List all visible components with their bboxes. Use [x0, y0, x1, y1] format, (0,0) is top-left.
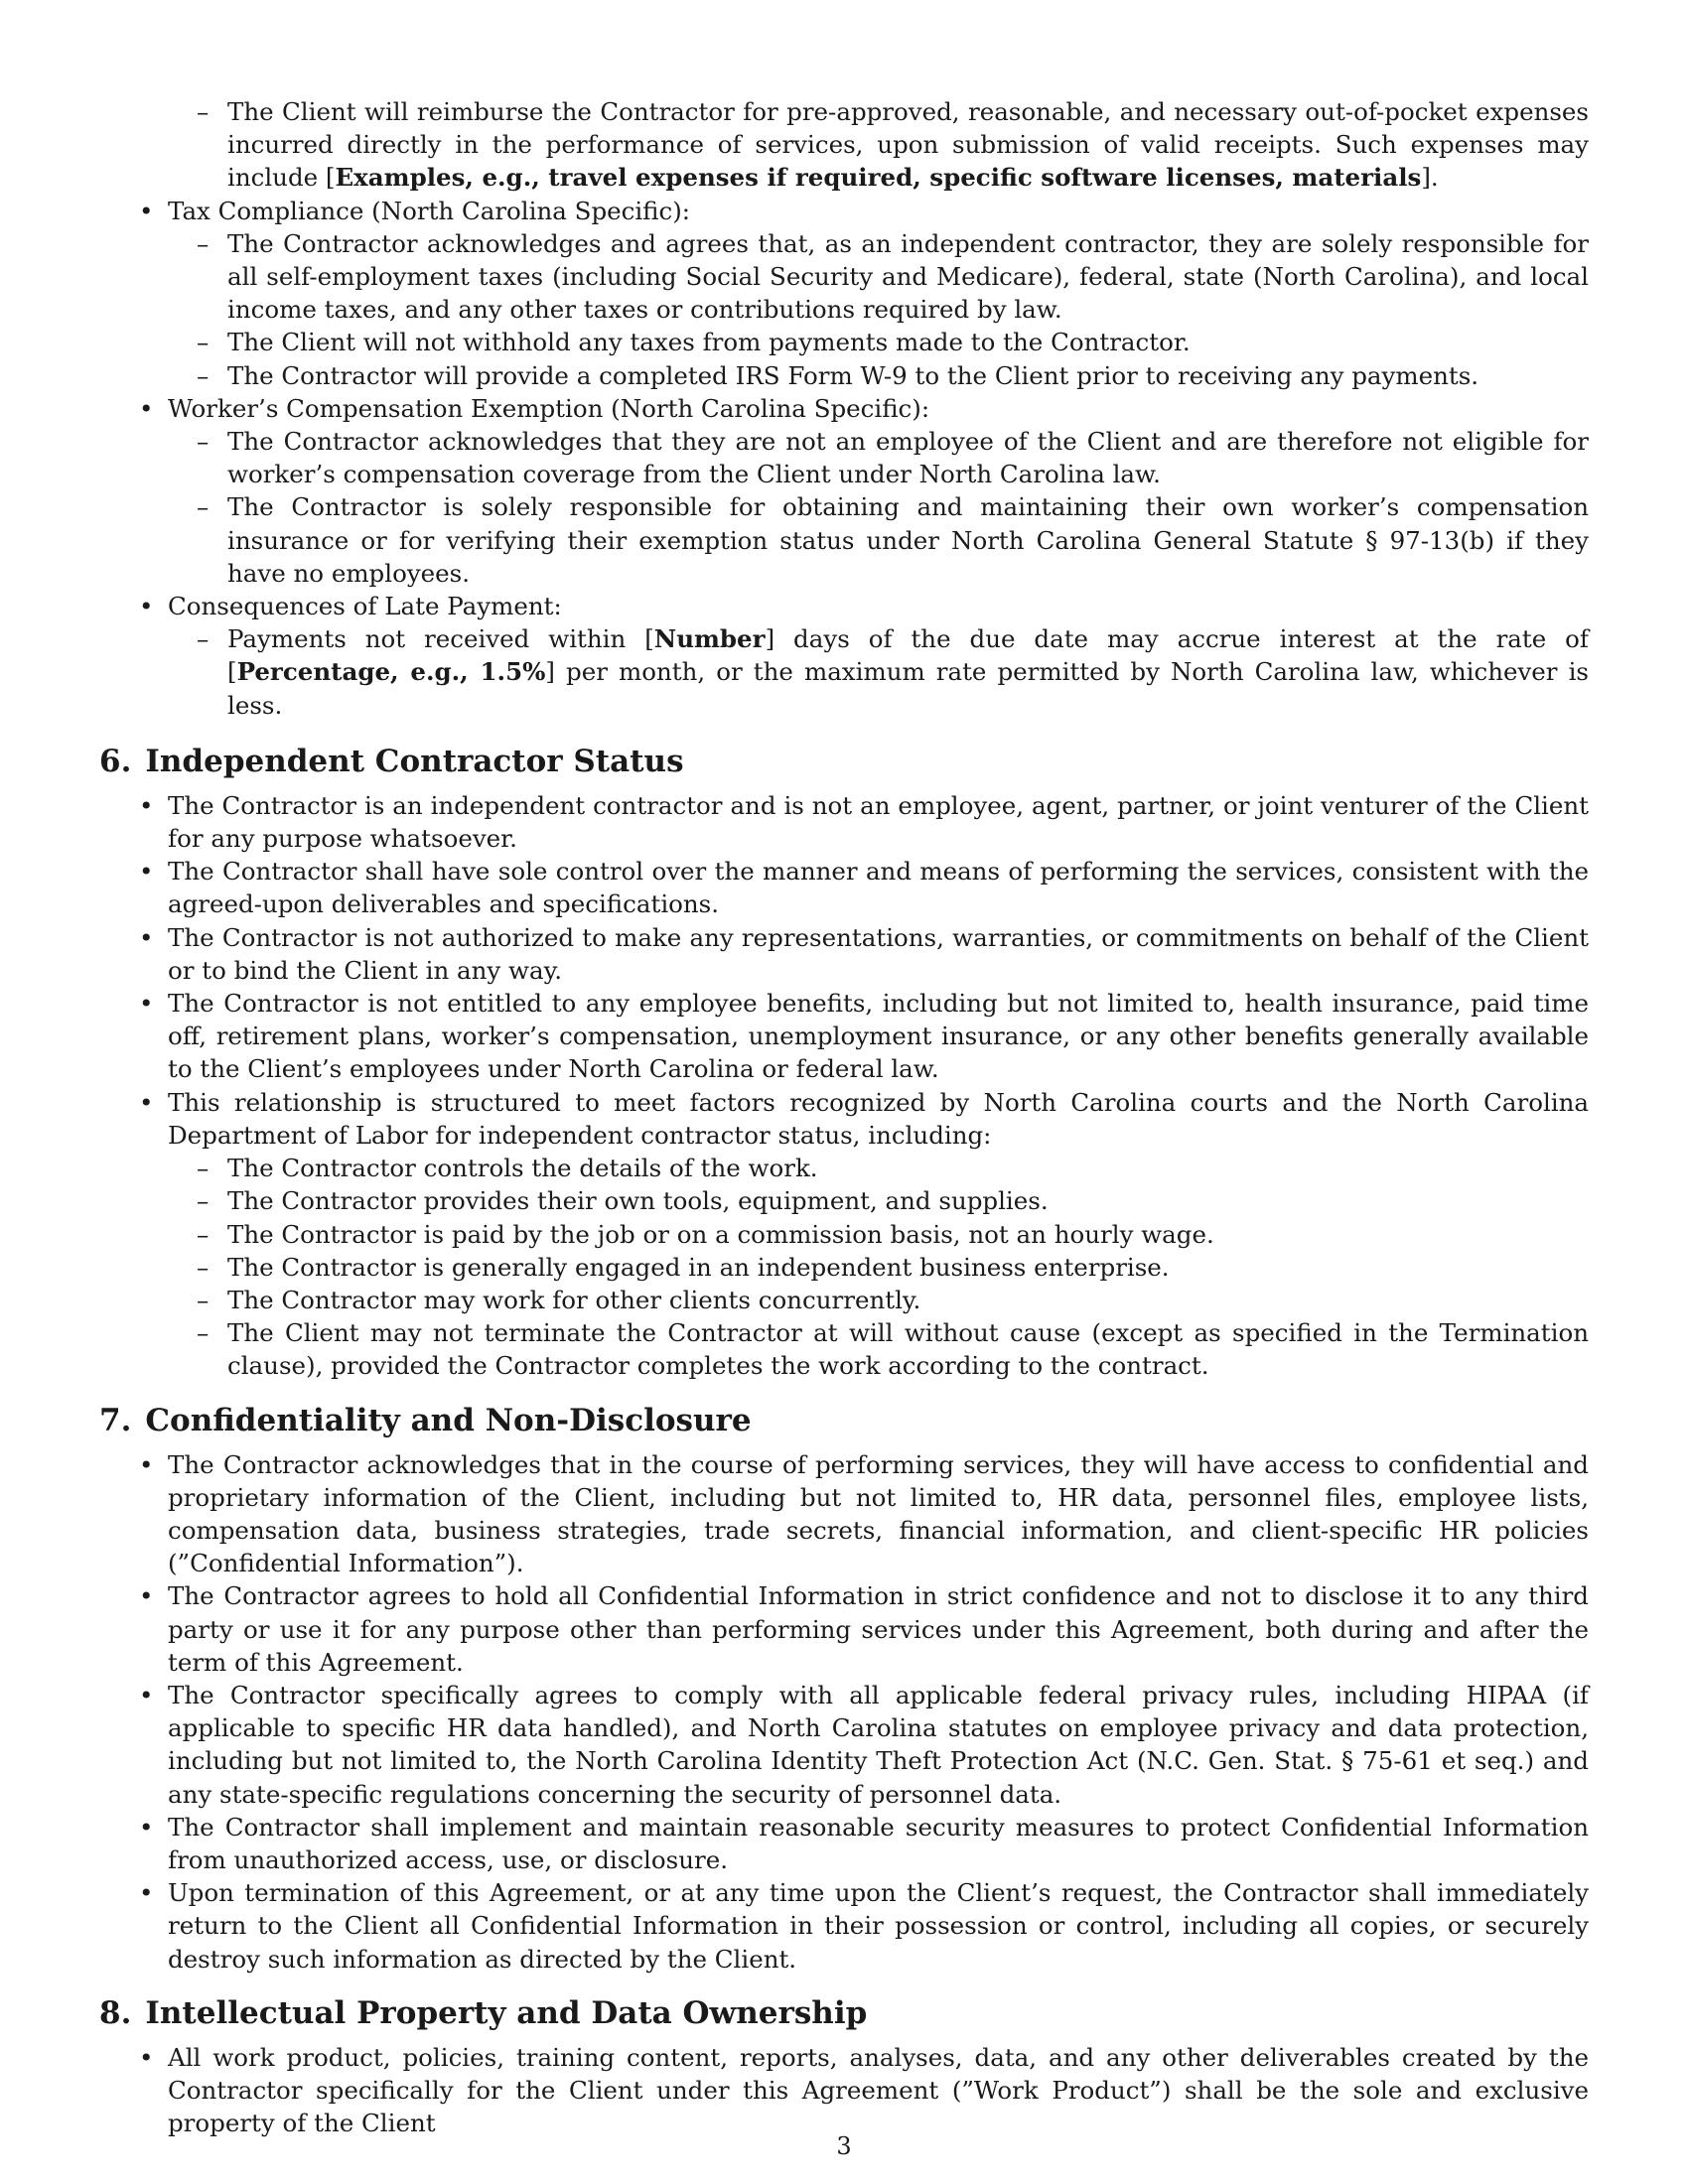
item-text: The Client will reimburse the Contractor for pre-approved, reasonable, and necessary out-of-pocket expenses incurred directly in the performance of services, upon submission of valid receipts. Such expenses may include [: [227, 97, 1589, 193]
list-item: [99, 195, 1589, 392]
list-item: – The Contractor acknowledges that they are not an employee of the Client and are therefore not eligible for worker’s compensation coverage from the Client under North Carolina law.: [99, 425, 1589, 490]
section-number: 8.: [99, 1994, 132, 2031]
item-label: • Consequences of Late Payment:: [168, 592, 562, 621]
section-number: 6.: [99, 743, 132, 779]
list-item: [99, 590, 1589, 722]
sub-list: [99, 1152, 1589, 1382]
list-item: • Upon termination of this Agreement, or at any time upon the Client’s request, the Contractor shall immediately return to the Client all Confidential Information in their possession or control, including all copies, or securely destroy such information as directed by the Client.: [99, 1876, 1589, 1976]
list-item: – The Contractor is paid by the job or on a commission basis, not an hourly wage.: [99, 1218, 1589, 1251]
list-item: [99, 1086, 1589, 1383]
item-label: • Worker’s Compensation Exemption (North Carolina Specific):: [168, 393, 930, 423]
list-item: • The Contractor is not entitled to any employee benefits, including but not limited to, health insurance, paid time off, retirement plans, worker’s compensation, unemployment insurance, or any other benefits generally available to the Client’s employees under North Carolina or federal law.: [99, 987, 1589, 1086]
list-item: • The Contractor is not authorized to make any representations, warranties, or commitments on behalf of the Client or to bind the Client in any way.: [99, 921, 1589, 987]
section-list: [99, 1448, 1589, 1976]
section-list: [99, 2041, 1589, 2140]
section-number: 7.: [99, 1402, 132, 1438]
item-text: Payments not received within [: [227, 624, 654, 654]
item-label: • Tax Compliance (North Carolina Specific):: [168, 196, 691, 225]
item-text: ].: [1421, 163, 1439, 193]
list-item: • The Contractor acknowledges that in the course of performing services, they will have access to confidential and proprietary information of the Client, including but not limited to, HR data, personnel files, employee lists, compensation data, business strategies, trade secrets, financial information, and client-specific HR policies (”Confidential Information”).: [99, 1448, 1589, 1580]
placeholder-text: Examples, e.g., travel expenses if required, specific software licenses, materials: [335, 163, 1422, 193]
list-item: – The Contractor provides their own tools, equipment, and supplies.: [99, 1184, 1589, 1217]
placeholder-text: Percentage, e.g., 1.5%: [236, 657, 546, 687]
list-item: – The Contractor controls the details of the work.: [99, 1152, 1589, 1184]
section-heading: [99, 742, 1589, 781]
placeholder-text: Number: [653, 624, 766, 654]
section-heading: [99, 1401, 1589, 1440]
list-item: [99, 622, 1589, 722]
list-item: – The Contractor acknowledges and agrees that, as an independent contractor, they are solely responsible for all self-employment taxes (including Social Security and Medicare), federal, state (North Carolina), and local income taxes, and any other taxes or contributions required by law.: [99, 227, 1589, 327]
section-title: Independent Contractor Status: [145, 743, 684, 779]
list-item: – The Client may not terminate the Contractor at will without cause (except as specified in the Termination clause), provided the Contractor completes the work according to the contract.: [99, 1316, 1589, 1382]
list-item: • The Contractor is an independent contractor and is not an employee, agent, partner, or joint venturer of the Client for any purpose whatsoever.: [99, 789, 1589, 855]
list-item: – The Contractor will provide a completed IRS Form W-9 to the Client prior to receiving any payments.: [99, 359, 1589, 392]
sub-list: [99, 425, 1589, 590]
section-list: [99, 789, 1589, 1383]
section-heading: [99, 1993, 1589, 2033]
list-item: – The Contractor may work for other clients concurrently.: [99, 1284, 1589, 1316]
list-item: [99, 392, 1589, 590]
list-item: • The Contractor agrees to hold all Confidential Information in strict confidence and not to disclose it to any third party or use it for any purpose other than performing services under this Agreement, both during and after the term of this Agreement.: [99, 1579, 1589, 1679]
list-item: – The Client will not withhold any taxes from payments made to the Contractor.: [99, 326, 1589, 358]
list-item: • All work product, policies, training content, reports, analyses, data, and any other deliverables created by the Contractor specifically for the Client under this Agreement (”Work Product”) shall be the sole and exclusive property of the Client: [99, 2041, 1589, 2140]
list-item: – The Contractor is generally engaged in an independent business enterprise.: [99, 1251, 1589, 1284]
section-title: Intellectual Property and Data Ownership: [145, 1994, 868, 2031]
sub-list: [99, 622, 1589, 722]
list-item: • The Contractor shall have sole control over the manner and means of performing the services, consistent with the agreed-upon deliverables and specifications.: [99, 855, 1589, 920]
list-item: • The Contractor shall implement and maintain reasonable security measures to protect Confidential Information from unauthorized access, use, or disclosure.: [99, 1811, 1589, 1876]
continuation-list: [99, 95, 1589, 722]
list-item: [99, 95, 1589, 195]
list-item: – The Contractor is solely responsible for obtaining and maintaining their own worker’s compensation insurance or for verifying their exemption status under North Carolina General Statute § 97-13(b) if they have no employees.: [99, 490, 1589, 590]
document-page: [99, 95, 1589, 2139]
item-text: ] days of the due date may accrue interest at the rate of [: [227, 624, 1589, 687]
item-text: • This relationship is structured to meet factors recognized by North Carolina courts and the North Carolina Department of Labor for independent contractor status, including:: [168, 1087, 1589, 1150]
page-number: 3: [836, 2132, 852, 2160]
item-text: ] per month, or the maximum rate permitted by North Carolina law, whichever is less.: [227, 657, 1589, 720]
sub-list: [99, 227, 1589, 392]
list-item: • The Contractor specifically agrees to comply with all applicable federal privacy rules, including HIPAA (if applicable to specific HR data handled), and North Carolina statutes on employee privacy and data protection, including but not limited to, the North Carolina Identity Theft Protection Act (N.C. Gen. Stat. § 75-61 et seq.) and any state-specific regulations concerning the security of personnel data.: [99, 1679, 1589, 1811]
section-title: Confidentiality and Non-Disclosure: [145, 1402, 752, 1438]
